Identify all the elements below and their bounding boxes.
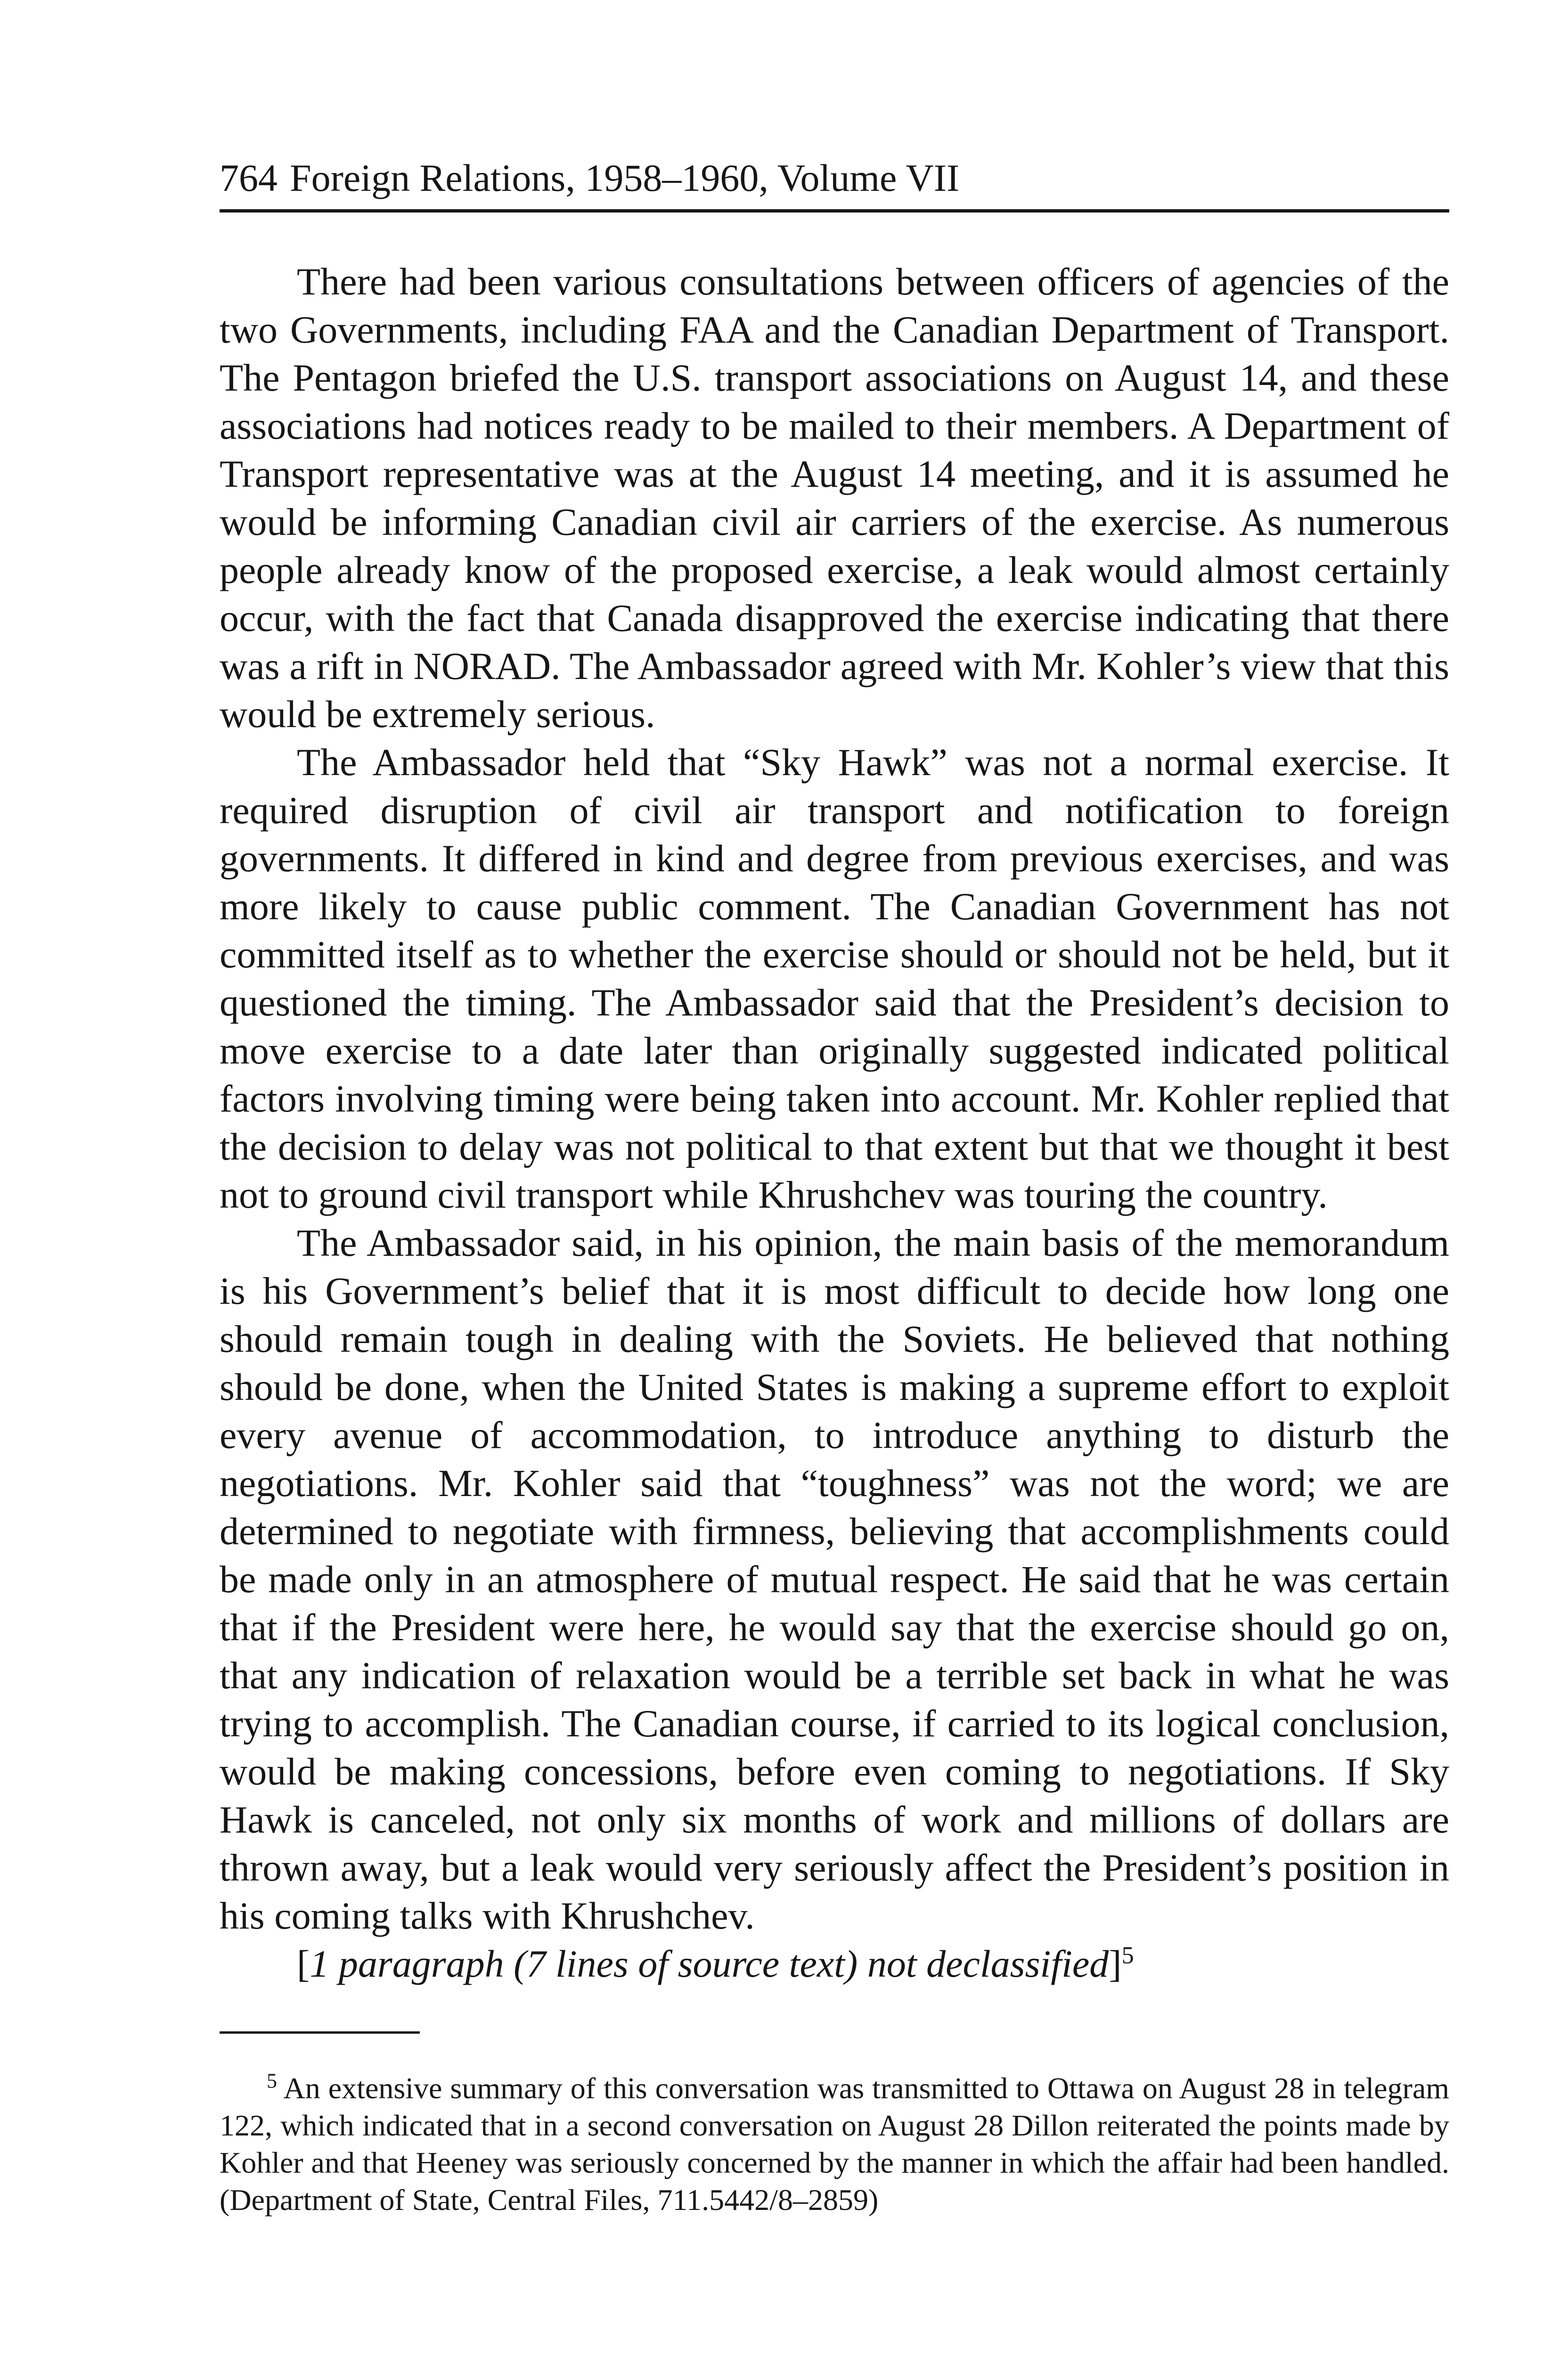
main-text [220,258,1449,1988]
footnote-marker: 5 [267,2069,277,2093]
open-bracket: [ [297,1942,310,1985]
page-number: 764 [220,156,278,199]
running-header [220,155,1449,213]
paragraph-2: The Ambassador held that “Sky Hawk” was not a normal exercise. It required disruption of civil air transport and notification to foreign governments. It differed in kind and degree from previous exercises, and was more likely to cause public comment. The Canadian Government has not committed itself as to whether the exercise should or should not be held, but it questioned the timing. The Ambassador said that the President’s decision to move exercise to a date later than originally suggested indicated political factors involving timing were being taken into account. Mr. Kohler replied that the decision to delay was not political to that extent but that we thought it best not to ground civil transport while Khrushchev was touring the country. [220,741,1449,1216]
volume-title: Foreign Relations, 1958–1960, Volume VII [290,156,960,199]
footnote-5 [220,2070,1449,2218]
close-bracket: ] [1109,1942,1122,1985]
footnote-reference: 5 [1121,1942,1134,1969]
document-page [220,155,1449,2218]
paragraph-1: There had been various consultations between officers of agencies of the two Governments, including FAA and the Canadian Department of Transport. The Pentagon briefed the U.S. transport associations on August 14, and these associations had notices ready to be mailed to their members. A Department of Transport representative was at the August 14 meeting, and it is assumed he would be informing Canadian civil air carriers of the exercise. As numerous people already know of the proposed exercise, a leak would almost certainly occur, with the fact that Canada disapproved the exercise indicating that there was a rift in NORAD. The Ambassador agreed with Mr. Kohler’s view that this would be extremely serious. [220,260,1449,736]
declassification-placeholder [220,1940,1449,1988]
paragraph-3: The Ambassador said, in his opinion, the main basis of the memorandum is his Government’s belief that it is most difficult to decide how long one should remain tough in dealing with the Soviets. He believed that nothing should be done, when the United States is making a supreme effort to exploit every avenue of accommodation, to introduce anything to disturb the negotiations. Mr. Kohler said that “toughness” was not the word; we are determined to negotiate with firmness, believing that accomplishments could be made only in an atmosphere of mutual respect. He said that he was certain that if the President were here, he would say that the exercise should go on, that any indication of relaxation would be a terrible set back in what he was trying to accomplish. The Canadian course, if carried to its logical conclusion, would be making concessions, before even coming to negotiations. If Sky Hawk is canceled, not only six months of work and millions of dollars are thrown away, but a leak would very seriously affect the President’s position in his coming talks with Khrushchev. [220,1221,1449,1937]
footnote-text: An extensive summary of this conversation was transmitted to Ottawa on August 28 in telegram 122, which indicated that in a second conversation on August 28 Dillon reiterated the points made by Kohler and that Heeney was seriously concerned by the manner in which the affair had been handled. (Department of State, Central Files, 711.5442/8–2859) [220,2071,1450,2217]
not-declassified-text: 1 paragraph (7 lines of source text) not declassified [310,1942,1109,1985]
footnote-divider [220,2031,420,2034]
